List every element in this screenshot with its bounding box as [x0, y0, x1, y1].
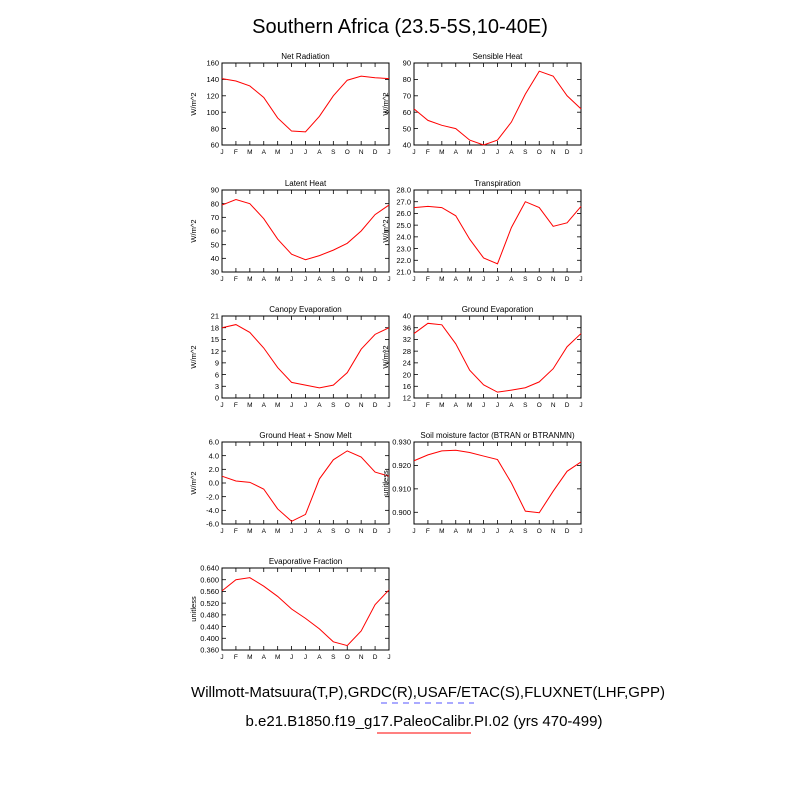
ytick-label: 32 — [402, 335, 411, 345]
month-label: J — [387, 528, 391, 535]
month-label: M — [274, 528, 281, 535]
month-label: J — [289, 528, 294, 535]
ytick-label: 0.360 — [200, 645, 219, 655]
ytick-label: 18 — [210, 323, 219, 333]
month-label: D — [564, 402, 570, 409]
month-label: J — [412, 528, 416, 535]
month-label: O — [344, 528, 350, 535]
month-label: M — [439, 402, 445, 409]
month-label: S — [331, 149, 336, 156]
month-label: J — [579, 402, 583, 409]
month-label: A — [261, 149, 266, 156]
y-axis-label: W/m^2 — [189, 471, 198, 495]
ytick-label: 90 — [210, 185, 219, 195]
ytick-label: 0.520 — [200, 598, 219, 608]
month-label: D — [372, 276, 378, 283]
ytick-label: 4.0 — [208, 451, 219, 461]
ytick-label: 12 — [210, 346, 219, 356]
panel-5 — [189, 305, 391, 409]
month-label: A — [317, 276, 322, 283]
ytick-label: 0.640 — [200, 563, 219, 573]
ytick-label: 80 — [402, 75, 411, 85]
ytick-label: -2.0 — [206, 492, 219, 502]
month-label: M — [247, 528, 253, 535]
ytick-label: 40 — [210, 254, 219, 264]
month-label: D — [564, 528, 570, 535]
month-label: J — [220, 528, 224, 535]
month-label: A — [453, 528, 458, 535]
month-label: J — [303, 149, 308, 156]
month-label: A — [453, 402, 458, 409]
ytick-label: 22.0 — [396, 255, 411, 265]
month-label: M — [439, 528, 445, 535]
month-label: N — [358, 654, 364, 661]
month-label: S — [523, 528, 528, 535]
y-axis-label: unitless — [189, 596, 198, 622]
plot-frame — [414, 190, 581, 272]
month-label: J — [289, 276, 294, 283]
ytick-label: 0.560 — [200, 587, 219, 597]
panel-title: Ground Heat + Snow Melt — [259, 431, 352, 440]
ytick-label: 28.0 — [396, 185, 411, 195]
month-label: A — [261, 276, 266, 283]
month-label: J — [289, 654, 294, 661]
month-label: A — [261, 528, 266, 535]
month-label: M — [466, 528, 473, 535]
month-label: J — [412, 276, 416, 283]
month-label: J — [412, 149, 416, 156]
ytick-label: 0.910 — [392, 484, 411, 494]
y-axis-label: unitless — [381, 470, 390, 496]
panel-title: Net Radiation — [281, 52, 330, 61]
month-label: J — [289, 402, 294, 409]
ytick-label: 0.900 — [392, 507, 411, 517]
ytick-label: 2.0 — [208, 465, 219, 475]
model-series-line — [222, 76, 389, 132]
month-label: F — [233, 149, 238, 156]
model-series-line — [222, 200, 389, 260]
panel-title: Canopy Evaporation — [269, 305, 342, 314]
month-label: S — [523, 402, 528, 409]
ytick-label: 0.480 — [200, 610, 219, 620]
month-label: M — [439, 276, 445, 283]
month-label: S — [331, 654, 336, 661]
plot-frame — [222, 568, 389, 650]
month-label: J — [387, 402, 391, 409]
month-label: J — [495, 276, 500, 283]
plot-frame — [222, 442, 389, 524]
ytick-label: 6 — [214, 370, 219, 380]
month-label: M — [247, 654, 253, 661]
model-series-line — [222, 451, 389, 521]
model-series-line — [222, 578, 389, 646]
ytick-label: 12 — [402, 393, 411, 403]
model-series-line — [414, 202, 581, 264]
panel-7 — [189, 431, 391, 535]
ytick-label: 21.0 — [396, 267, 411, 277]
ytick-label: 70 — [210, 213, 219, 223]
month-label: N — [550, 402, 556, 409]
plot-frame — [222, 316, 389, 398]
month-label: J — [481, 402, 486, 409]
month-label: J — [220, 276, 224, 283]
month-label: J — [495, 528, 500, 535]
model-series-line — [222, 325, 389, 388]
ytick-label: -4.0 — [206, 506, 219, 516]
month-label: O — [344, 654, 350, 661]
month-label: A — [261, 654, 266, 661]
month-label: D — [372, 528, 378, 535]
month-label: A — [317, 402, 322, 409]
month-label: O — [536, 402, 542, 409]
month-label: M — [247, 276, 253, 283]
month-label: M — [274, 402, 281, 409]
ytick-label: 26.0 — [396, 209, 411, 219]
ytick-label: 27.0 — [396, 197, 411, 207]
month-label: M — [466, 402, 473, 409]
month-label: A — [317, 528, 322, 535]
month-label: D — [564, 276, 570, 283]
legend — [191, 684, 665, 733]
panel-title: Evaporative Fraction — [268, 557, 343, 566]
month-label: O — [344, 402, 350, 409]
ytick-label: 24 — [402, 358, 411, 368]
month-label: M — [274, 276, 281, 283]
month-label: A — [509, 276, 514, 283]
month-label: J — [481, 528, 486, 535]
ytick-label: 21 — [210, 311, 219, 321]
ytick-label: 36 — [402, 323, 411, 333]
ytick-label: 24.0 — [396, 232, 411, 242]
month-label: J — [303, 654, 308, 661]
panel-2 — [381, 52, 583, 156]
panel-6 — [381, 305, 583, 409]
month-label: S — [523, 149, 528, 156]
plot-frame — [414, 442, 581, 524]
month-label: J — [303, 528, 308, 535]
ytick-label: 6.0 — [208, 437, 219, 447]
ytick-label: 0.440 — [200, 622, 219, 632]
month-label: M — [247, 402, 253, 409]
month-label: J — [289, 149, 294, 156]
ytick-label: 25.0 — [396, 220, 411, 230]
month-label: F — [233, 276, 238, 283]
month-label: J — [579, 276, 583, 283]
month-label: A — [261, 402, 266, 409]
month-label: J — [579, 528, 583, 535]
month-label: J — [495, 402, 500, 409]
ytick-label: 0 — [214, 393, 219, 403]
plot-frame — [414, 63, 581, 145]
month-label: M — [439, 149, 445, 156]
model-series-line — [414, 450, 581, 513]
month-label: J — [303, 402, 308, 409]
panel-9 — [189, 557, 391, 661]
ytick-label: -6.0 — [206, 519, 219, 529]
legend-model-label: b.e21.B1850.f19_g17.PaleoCalibr.PI.02 (yrs 470-499) — [245, 713, 603, 730]
month-label: J — [495, 149, 500, 156]
ytick-label: 50 — [402, 124, 411, 134]
month-label: J — [579, 149, 583, 156]
ytick-label: 60 — [210, 226, 219, 236]
month-label: O — [536, 528, 542, 535]
ytick-label: 70 — [402, 91, 411, 101]
panel-1 — [189, 52, 391, 156]
month-label: N — [358, 276, 364, 283]
month-label: S — [331, 402, 336, 409]
month-label: F — [233, 654, 238, 661]
ytick-label: 120 — [206, 91, 219, 101]
month-label: J — [481, 149, 486, 156]
month-label: N — [550, 276, 556, 283]
month-label: M — [466, 149, 473, 156]
month-label: F — [425, 276, 430, 283]
month-label: A — [317, 149, 322, 156]
month-label: J — [303, 276, 308, 283]
month-label: F — [425, 528, 430, 535]
month-label: N — [358, 528, 364, 535]
y-axis-label: W/m^2 — [189, 219, 198, 243]
y-axis-label: W/m^2 — [381, 92, 390, 116]
ytick-label: 160 — [206, 58, 219, 68]
ytick-label: 60 — [210, 140, 219, 150]
month-label: J — [387, 149, 391, 156]
ytick-label: 0.920 — [392, 461, 411, 471]
ytick-label: 3 — [214, 381, 219, 391]
ytick-label: 9 — [214, 358, 219, 368]
month-label: M — [274, 149, 281, 156]
month-label: J — [412, 402, 416, 409]
month-label: M — [247, 149, 253, 156]
panel-4 — [381, 179, 583, 283]
ytick-label: 0.0 — [208, 478, 219, 488]
y-axis-label: W/m^2 — [381, 219, 390, 243]
month-label: A — [453, 149, 458, 156]
month-label: S — [523, 276, 528, 283]
month-label: F — [425, 149, 430, 156]
main-title: Southern Africa (23.5-5S,10-40E) — [252, 16, 548, 38]
panel-title: Soil moisture factor (BTRAN or BTRANMN) — [420, 431, 575, 440]
month-label: J — [220, 654, 224, 661]
month-label: D — [564, 149, 570, 156]
ytick-label: 50 — [210, 240, 219, 250]
month-label: J — [220, 402, 224, 409]
month-label: D — [372, 149, 378, 156]
month-label: O — [536, 149, 542, 156]
month-label: F — [233, 402, 238, 409]
month-label: S — [331, 528, 336, 535]
ytick-label: 16 — [402, 381, 411, 391]
panel-title: Sensible Heat — [472, 52, 523, 61]
month-label: A — [317, 654, 322, 661]
month-label: O — [344, 276, 350, 283]
ytick-label: 100 — [206, 107, 219, 117]
legend-obs-label: Willmott-Matsuura(T,P),GRDC(R),USAF/ETAC(S),FLUXNET(LHF,GPP) — [191, 684, 665, 701]
y-axis-label: W/m^2 — [189, 345, 198, 369]
month-label: J — [387, 654, 391, 661]
ytick-label: 0.400 — [200, 633, 219, 643]
ytick-label: 0.600 — [200, 575, 219, 585]
ytick-label: 60 — [402, 107, 411, 117]
plot-frame — [414, 316, 581, 398]
month-label: A — [453, 276, 458, 283]
ytick-label: 40 — [402, 140, 411, 150]
month-label: S — [331, 276, 336, 283]
panel-title: Latent Heat — [284, 179, 327, 188]
ytick-label: 0.930 — [392, 437, 411, 447]
month-label: D — [372, 654, 378, 661]
model-series-line — [414, 71, 581, 145]
panel-grid — [189, 52, 583, 661]
month-label: A — [509, 402, 514, 409]
ytick-label: 23.0 — [396, 244, 411, 254]
month-label: J — [481, 276, 486, 283]
month-label: A — [509, 149, 514, 156]
ytick-label: 20 — [402, 370, 411, 380]
month-label: O — [344, 149, 350, 156]
plot-frame — [222, 63, 389, 145]
ytick-label: 30 — [210, 267, 219, 277]
month-label: N — [358, 402, 364, 409]
panel-title: Transpiration — [474, 179, 521, 188]
month-label: M — [274, 654, 281, 661]
month-label: D — [372, 402, 378, 409]
month-label: O — [536, 276, 542, 283]
ytick-label: 28 — [402, 346, 411, 356]
month-label: J — [220, 149, 224, 156]
month-label: N — [358, 149, 364, 156]
month-label: M — [466, 276, 473, 283]
ytick-label: 140 — [206, 75, 219, 85]
month-label: N — [550, 528, 556, 535]
model-series-line — [414, 323, 581, 392]
month-label: N — [550, 149, 556, 156]
month-label: F — [425, 402, 430, 409]
ytick-label: 80 — [210, 124, 219, 134]
panel-3 — [189, 179, 391, 283]
panel-title: Ground Evaporation — [461, 305, 534, 314]
y-axis-label: W/m^2 — [189, 92, 198, 116]
month-label: J — [387, 276, 391, 283]
ytick-label: 90 — [402, 58, 411, 68]
ytick-label: 80 — [210, 199, 219, 209]
y-axis-label: W/m^2 — [381, 345, 390, 369]
ytick-label: 15 — [210, 335, 219, 345]
month-label: F — [233, 528, 238, 535]
ytick-label: 40 — [402, 311, 411, 321]
panel-8 — [381, 431, 583, 535]
month-label: A — [509, 528, 514, 535]
